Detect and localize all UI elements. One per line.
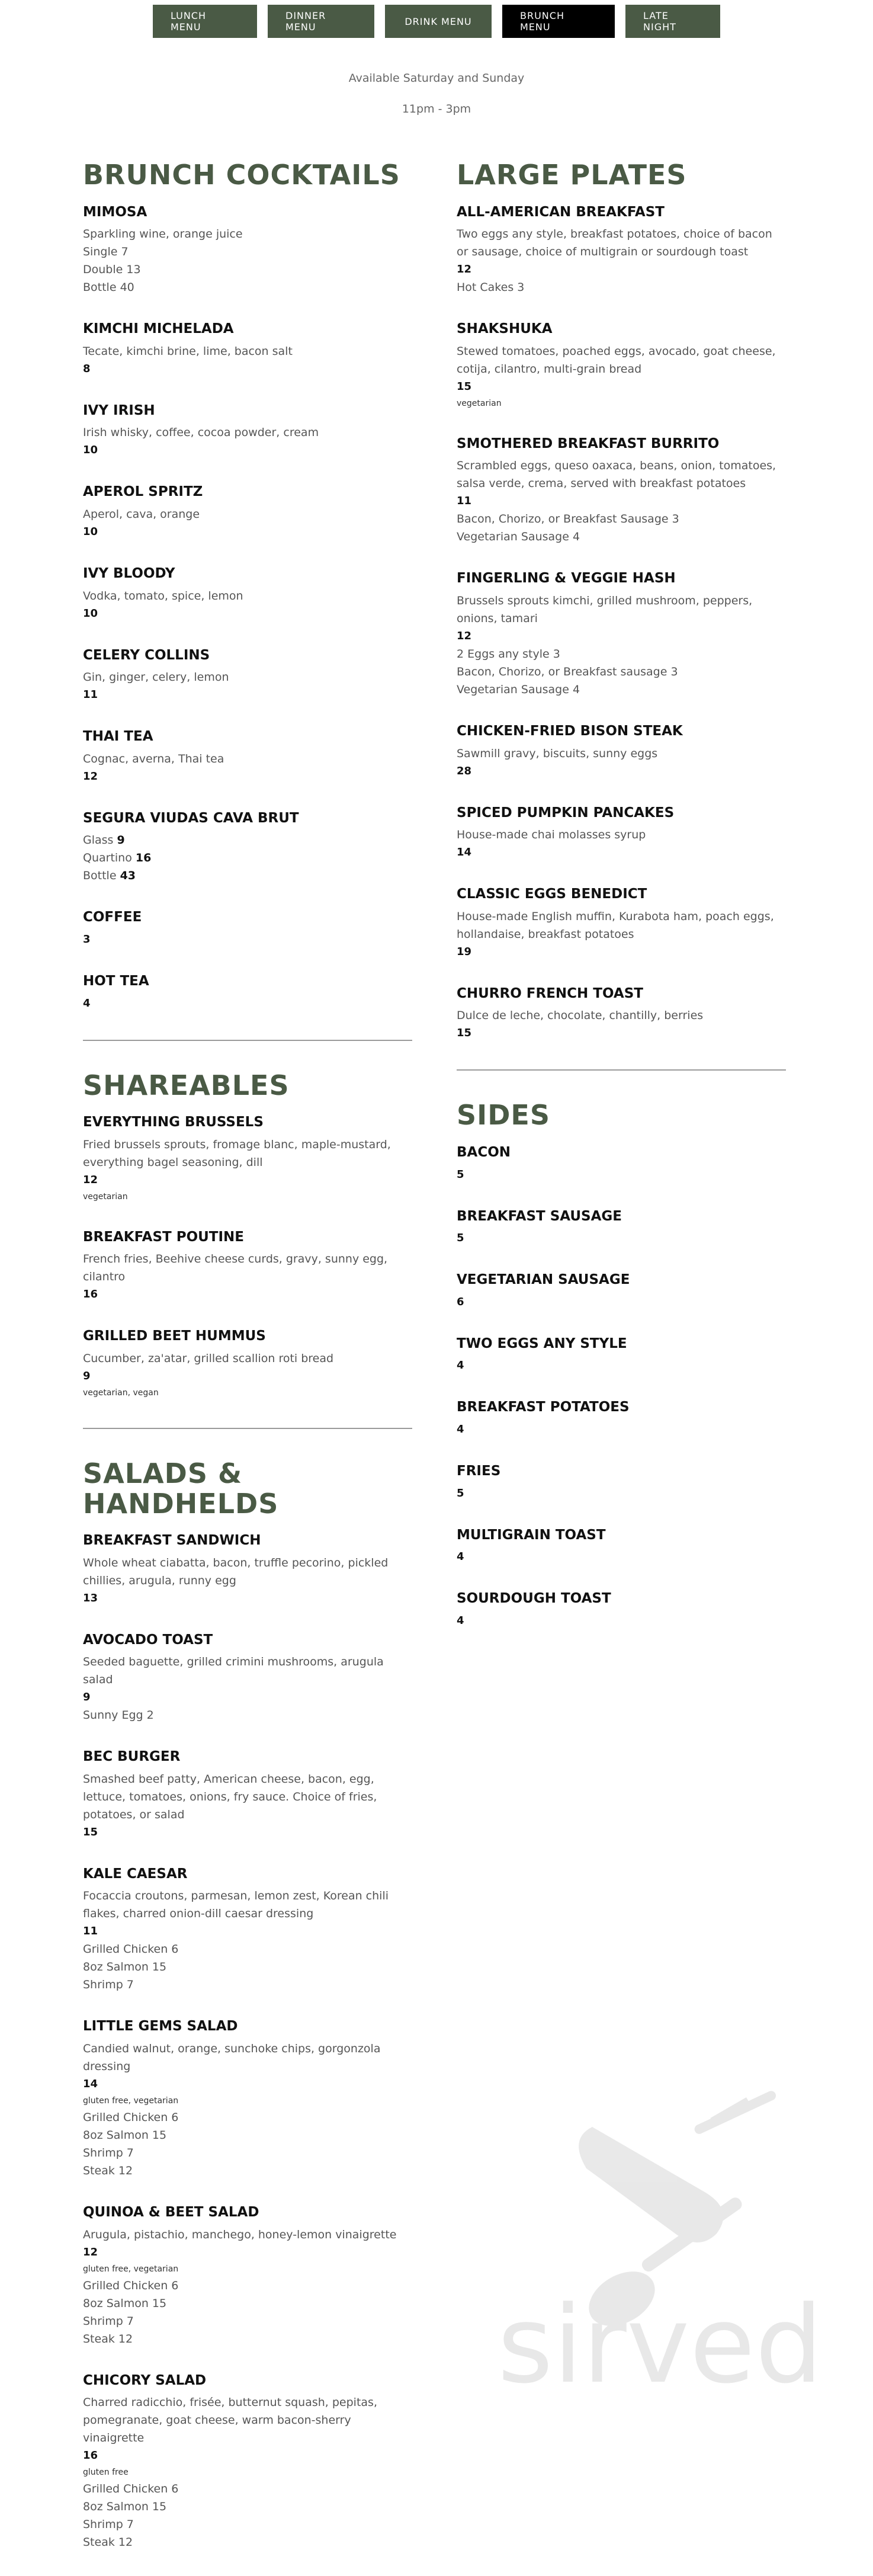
item-add-on: Single 7 [83,245,129,259]
item-dietary-tags: vegetarian [83,1191,128,1202]
size-label: Bottle [83,869,117,883]
item-name: COFFEE [83,909,142,925]
menu-item-chicken-fried-bison-steak [457,723,786,780]
size-price: 43 [120,869,136,883]
item-name: FINGERLING & VEGGIE HASH [457,571,676,587]
item-add-on: 2 Eggs any style 3 [457,647,560,661]
item-name: BREAKFAST SAUSAGE [457,1208,622,1224]
item-name: CELERY COLLINS [83,647,210,663]
item-add-on: Vegetarian Sausage 4 [457,683,580,696]
item-name: IVY IRISH [83,402,155,418]
item-name: CLASSIC EGGS BENEDICT [457,886,647,902]
item-description: Irish whisky, coffee, cocoa powder, cream [83,426,319,440]
item-add-on: Steak 12 [83,2536,133,2549]
item-add-on: 8oz Salmon 15 [83,2129,167,2142]
item-description: Gin, ginger, celery, lemon [83,671,229,684]
item-price: 3 [83,933,91,946]
item-price: 8 [83,362,91,375]
item-name: CHICORY SALAD [83,2372,207,2388]
tab-late-night[interactable]: LATE NIGHT [625,5,720,38]
item-description: Scrambled eggs, queso oaxaca, beans, onion, tomatoes, salsa verde, crema, served with breakfast potatoes [457,459,776,491]
item-price: 19 [457,945,472,958]
item-add-on: 8oz Salmon 15 [83,2296,167,2310]
tab-brunch-menu[interactable]: BRUNCH MENU [502,5,615,38]
item-price: 9 [83,1691,91,1704]
menu-item-hot-tea [83,973,412,1013]
item-price: 11 [457,495,472,508]
menu-item-avocado-toast [83,1632,412,1725]
item-description: Focaccia croutons, parmesan, lemon zest, Korean chili flakes, charred onion-dill caesar dressing [83,1889,389,1921]
menu-item-bacon [457,1145,786,1184]
item-price: 15 [457,1027,472,1040]
item-description: Charred radicchio, frisée, butternut squash, pepitas, pomegranate, goat cheese, warm bacon-sherry vinaigrette [83,2396,377,2445]
item-add-on: Shrimp 7 [83,2314,134,2328]
menu-item-chicory-salad [83,2373,412,2552]
menu-item-ivy-irish [83,403,412,460]
item-price: 16 [83,1288,98,1301]
item-size-option [83,867,412,885]
item-description: Two eggs any style, breakfast potatoes, choice of bacon or sausage, choice of multigrain or sourdough toast [457,228,772,259]
menu-item-fries [457,1463,786,1502]
item-price: 5 [457,1486,464,1500]
item-add-on: Shrimp 7 [83,2518,134,2532]
item-name: APEROL SPRITZ [83,484,203,500]
item-name: SEGURA VIUDAS CAVA BRUT [83,810,299,826]
menu-item-quinoa-beet-salad [83,2205,412,2348]
item-description: Aperol, cava, orange [83,507,200,521]
item-name: EVERYTHING BRUSSELS [83,1114,264,1130]
item-add-on: Grilled Chicken 6 [83,2111,179,2125]
menu-item-bec-burger [83,1749,412,1841]
menu-item-breakfast-sandwich [83,1533,412,1607]
item-dietary-tags: vegetarian [457,398,502,408]
item-price: 12 [83,770,98,783]
item-description: Cucumber, za'atar, grilled scallion roti bread [83,1351,334,1365]
item-name: MULTIGRAIN TOAST [457,1527,606,1543]
item-price: 15 [457,380,472,393]
item-price: 4 [457,1614,464,1627]
menu-item-celery-collins [83,648,412,704]
item-price: 16 [83,2449,98,2462]
menu-item-segura-viudas-cava-brut [83,810,412,885]
item-dietary-tags: gluten free, vegetarian [83,2264,179,2274]
item-price: 5 [457,1232,464,1245]
item-name: SMOTHERED BREAKFAST BURRITO [457,435,720,451]
availability-hours: 11pm - 3pm [402,102,471,116]
menu-item-vegetarian-sausage [457,1272,786,1311]
item-price: 12 [457,263,472,276]
item-price: 15 [83,1825,98,1838]
item-add-on: Double 13 [83,263,141,277]
item-name: BACON [457,1144,511,1160]
section-divider [83,1428,412,1429]
availability-days: Available Saturday and Sunday [348,72,525,85]
menu-item-multigrain-toast [457,1527,786,1566]
item-description: Vodka, tomato, spice, lemon [83,589,243,603]
section-title-brunch-cocktails: BRUNCH COCKTAILS [83,159,400,191]
menu-item-breakfast-sausage [457,1209,786,1248]
item-add-on: Shrimp 7 [83,2146,134,2160]
menu-item-fingerling-veggie-hash [457,571,786,699]
item-name: TWO EGGS ANY STYLE [457,1335,627,1351]
item-add-on: Vegetarian Sausage 4 [457,530,580,544]
item-price: 28 [457,764,472,777]
item-add-on: Grilled Chicken 6 [83,2279,179,2292]
menu-item-breakfast-poutine [83,1229,412,1304]
section-title-shareables: SHAREABLES [83,1069,290,1101]
item-price: 12 [457,629,472,642]
item-price: 4 [457,1422,464,1436]
item-description: Seeded baguette, grilled crimini mushrooms, arugula salad [83,1655,384,1687]
item-name: FRIES [457,1463,501,1479]
item-name: KIMCHI MICHELADA [83,321,234,337]
item-name: SOURDOUGH TOAST [457,1591,611,1607]
item-description: Candied walnut, orange, sunchoke chips, gorgonzola dressing [83,2042,381,2074]
item-name: BREAKFAST POUTINE [83,1229,245,1245]
item-name: AVOCADO TOAST [83,1632,213,1648]
item-price: 13 [83,1591,98,1604]
item-add-on: Hot Cakes 3 [457,281,525,294]
section-title-large-plates: LARGE PLATES [457,159,687,191]
item-name: HOT TEA [83,973,149,989]
item-add-on: Bottle 40 [83,281,134,294]
section-title-sides: SIDES [457,1099,550,1132]
item-price: 5 [457,1168,464,1181]
item-description: House-made English muffin, Kurabota ham, poach eggs, hollandaise, breakfast potatoes [457,909,774,941]
item-description: Fried brussels sprouts, fromage blanc, maple-mustard, everything bagel seasoning, dill [83,1138,391,1169]
item-add-on: 8oz Salmon 15 [83,2500,167,2514]
item-add-on: Bacon, Chorizo, or Breakfast sausage 3 [457,665,678,678]
item-price: 4 [457,1550,464,1563]
item-description: Stewed tomatoes, poached eggs, avocado, goat cheese, cotija, cilantro, multi-grain bread [457,344,776,376]
menu-item-aperol-spritz [83,484,412,541]
menu-item-ivy-bloody [83,566,412,623]
menu-item-kale-caesar [83,1866,412,1994]
item-name: BEC BURGER [83,1749,181,1765]
item-description: Dulce de leche, chocolate, chantilly, berries [457,1009,704,1023]
item-description: Sawmill gravy, biscuits, sunny eggs [457,746,658,760]
menu-item-two-eggs-any-style [457,1336,786,1375]
menu-item-thai-tea [83,729,412,786]
left-column [83,160,412,2576]
menu-tabs [0,5,873,38]
item-size-option [83,849,412,867]
item-price: 11 [83,688,98,701]
menu-item-sourdough-toast [457,1591,786,1630]
item-price: 4 [83,997,91,1010]
menu-item-classic-eggs-benedict [457,886,786,961]
item-dietary-tags: vegetarian, vegan [83,1388,159,1398]
tab-drink-menu[interactable]: DRINK MENU [385,5,492,38]
menu-item-grilled-beet-hummus [83,1328,412,1401]
item-name: CHICKEN-FRIED BISON STEAK [457,723,683,739]
menu-item-coffee [83,909,412,949]
menu-item-shakshuka [457,321,786,411]
menu-item-mimosa [83,204,412,297]
menu-item-kimchi-michelada [83,321,412,378]
item-price: 12 [83,1173,98,1186]
item-add-on: Grilled Chicken 6 [83,1943,179,1956]
tab-dinner-menu[interactable]: DINNER MENU [268,5,374,38]
size-price: 9 [117,834,125,847]
item-name: SHAKSHUKA [457,321,553,337]
item-add-on: Steak 12 [83,2332,133,2346]
item-add-on: Bacon, Chorizo, or Breakfast Sausage 3 [457,512,679,526]
size-price: 16 [135,851,152,865]
item-price: 14 [83,2078,98,2091]
size-label: Glass [83,834,114,847]
section-title-salads-handhelds: SALADS & HANDHELDS [83,1457,279,1520]
menu-item-smothered-breakfast-burrito [457,436,786,546]
item-name: VEGETARIAN SAUSAGE [457,1272,630,1288]
item-size-option [83,831,412,849]
item-price: 14 [457,846,472,859]
menu-item-everything-brussels [83,1114,412,1204]
size-label: Quartino [83,851,132,865]
item-description: Whole wheat ciabatta, bacon, truffle pecorino, pickled chillies, arugula, runny egg [83,1556,389,1587]
menu-item-spiced-pumpkin-pancakes [457,805,786,862]
item-price: 9 [83,1369,91,1382]
item-name: CHURRO FRENCH TOAST [457,985,643,1001]
right-column [457,160,786,1655]
item-price: 10 [83,444,98,457]
item-description: Brussels sprouts kimchi, grilled mushroom, peppers, onions, tamari [457,594,753,625]
item-price: 10 [83,607,98,620]
menu-item-little-gems-salad [83,2018,412,2180]
item-description: Sparkling wine, orange juice [83,228,243,241]
item-dietary-tags: gluten free, vegetarian [83,2096,179,2106]
menu-item-churro-french-toast [457,986,786,1043]
item-dietary-tags: gluten free [83,2468,129,2478]
item-add-on: Sunny Egg 2 [83,1709,154,1722]
item-name: SPICED PUMPKIN PANCAKES [457,805,675,821]
sirved-watermark [498,2085,841,2407]
item-description: French fries, Beehive cheese curds, gravy, sunny egg, cilantro [83,1252,388,1284]
item-name: ALL-AMERICAN BREAKFAST [457,204,665,220]
item-add-on: Grilled Chicken 6 [83,2482,179,2496]
item-description: House-made chai molasses syrup [457,828,646,842]
item-name: MIMOSA [83,204,147,220]
item-name: BREAKFAST POTATOES [457,1399,630,1415]
section-divider [83,1040,412,1041]
item-description: Tecate, kimchi brine, lime, bacon salt [83,344,293,358]
menu-item-all-american-breakfast [457,204,786,297]
item-price: 10 [83,525,98,538]
item-name: BREAKFAST SANDWICH [83,1533,261,1549]
item-description: Arugula, pistachio, manchego, honey-lemon vinaigrette [83,2228,397,2241]
item-name: QUINOA & BEET SALAD [83,2205,259,2221]
item-name: LITTLE GEMS SALAD [83,2018,238,2034]
item-price: 12 [83,2245,98,2258]
item-description: Smashed beef patty, American cheese, bacon, egg, lettuce, tomatoes, onions, fry sauce. Choice of fries, potatoes, or salad [83,1772,377,1821]
section-divider [457,1069,786,1071]
item-name: GRILLED BEET HUMMUS [83,1328,266,1344]
item-name: THAI TEA [83,729,153,745]
item-name: IVY BLOODY [83,565,175,581]
item-price: 4 [457,1359,464,1372]
item-add-on: Steak 12 [83,2164,133,2178]
menu-item-breakfast-potatoes [457,1399,786,1438]
item-price: 6 [457,1295,464,1308]
item-add-on: 8oz Salmon 15 [83,1960,167,1974]
item-name: KALE CAESAR [83,1866,188,1882]
watermark-text: sirved [498,2283,823,2407]
tab-lunch-menu[interactable]: LUNCH MENU [153,5,257,38]
item-description: Cognac, averna, Thai tea [83,752,224,765]
item-add-on: Shrimp 7 [83,1978,134,1992]
item-price: 11 [83,1925,98,1938]
